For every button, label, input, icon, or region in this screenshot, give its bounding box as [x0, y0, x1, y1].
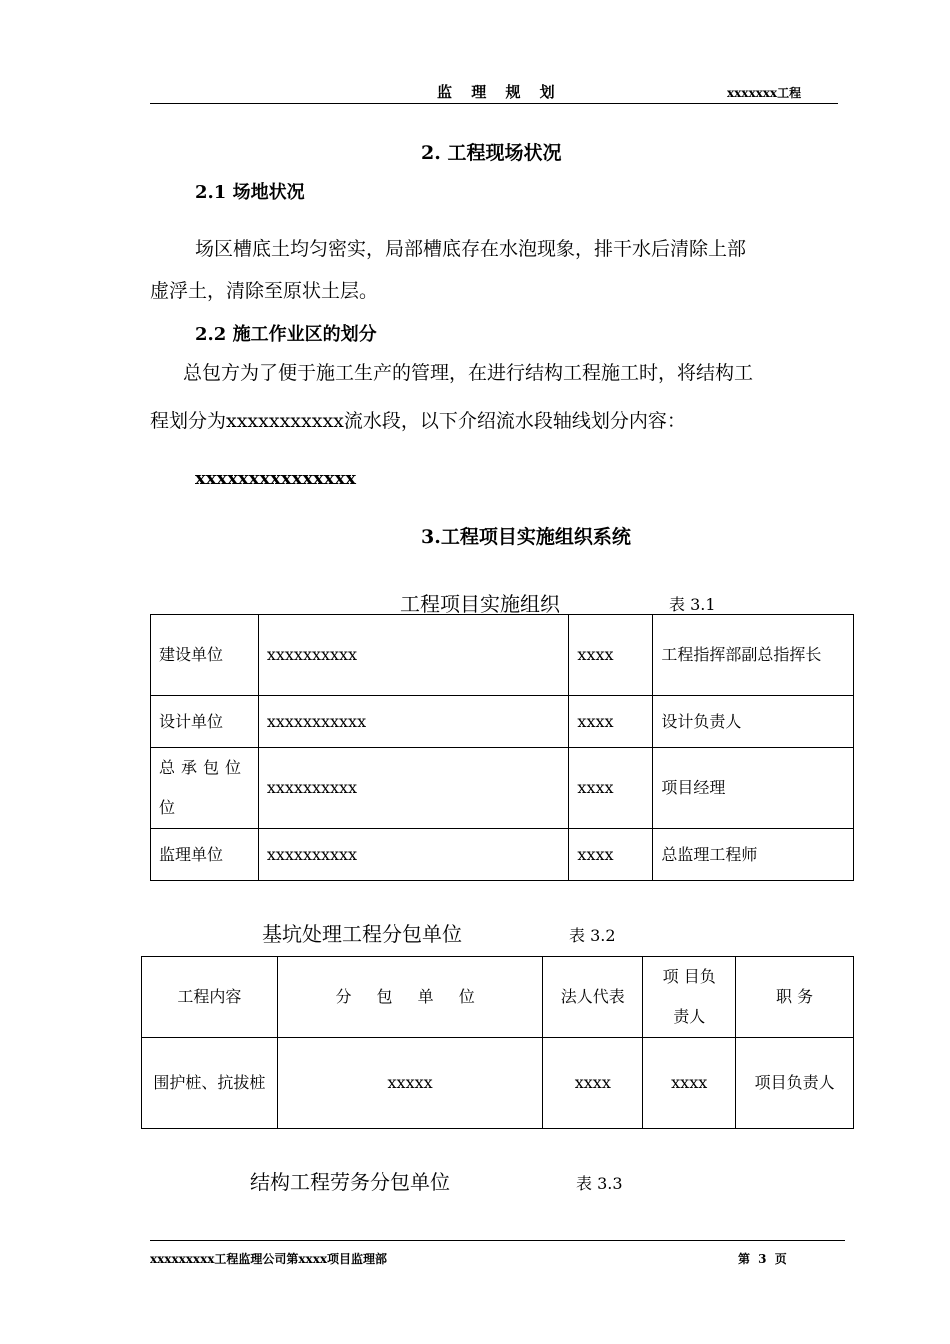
section-2-2-title: 2.2 施工作业区的划分 — [195, 324, 377, 345]
section-2-1-para-line2: 虚浮土，清除至原状土层。 — [150, 280, 379, 302]
unit-cell: 总承包位位 — [151, 748, 259, 829]
header-manager: 项 目负责人 — [643, 957, 736, 1038]
unit-cell: 建设单位 — [151, 615, 259, 696]
unit-cell: 监理单位 — [151, 829, 259, 881]
table-1-number: 表 3.1 — [669, 595, 716, 614]
table-row — [142, 1038, 854, 1129]
header-title: 监 理 规 划 — [437, 83, 562, 101]
table-3-number: 表 3.3 — [576, 1174, 623, 1193]
header-duty: 职 务 — [736, 957, 854, 1038]
table-1 — [150, 614, 854, 881]
content-cell: 围护桩、抗拔桩 — [142, 1038, 278, 1129]
table-1-caption: 工程项目实施组织 — [400, 592, 560, 616]
role-cell: 设计负责人 — [653, 696, 854, 748]
footer-company: xxxxxxxxx工程监理公司第xxxx项目监理部 — [150, 1252, 388, 1266]
header-project: xxxxxxx工程 — [727, 86, 802, 100]
section-2-1-title: 2.1 场地状况 — [195, 182, 305, 203]
table-header-row — [142, 957, 854, 1038]
table-3-caption: 结构工程劳务分包单位 — [250, 1170, 450, 1194]
name-cell: xxxxxxxxxx — [258, 748, 569, 829]
footer-divider — [150, 1240, 845, 1241]
section-3-title: 3.工程项目实施组织系统 — [421, 526, 631, 548]
header-divider — [150, 103, 838, 104]
name-cell: xxxxxxxxxxx — [258, 696, 569, 748]
section-2-1-para-line1: 场区槽底土均匀密实，局部槽底存在水泡现象，排干水后清除上部 — [195, 238, 747, 260]
sub-unit-cell: xxxxx — [277, 1038, 543, 1129]
name-cell: xxxxxxxxxx — [258, 829, 569, 881]
name-cell: xxxxxxxxxx — [258, 615, 569, 696]
section-2-title: 2. 工程现场状况 — [421, 142, 562, 164]
manager-cell: xxxx — [643, 1038, 736, 1129]
header-content: 工程内容 — [142, 957, 278, 1038]
table-row — [151, 829, 854, 881]
role-cell: 项目经理 — [653, 748, 854, 829]
table-2-caption: 基坑处理工程分包单位 — [262, 922, 462, 946]
person-cell: xxxx — [569, 748, 653, 829]
person-cell: xxxx — [569, 696, 653, 748]
axis-division-placeholder: xxxxxxxxxxxxxxx — [195, 468, 356, 489]
table-row — [151, 748, 854, 829]
legal-rep-cell: xxxx — [543, 1038, 643, 1129]
person-cell: xxxx — [569, 615, 653, 696]
header-sub-unit: 分 包 单 位 — [277, 957, 543, 1038]
table-row — [151, 696, 854, 748]
duty-cell: 项目负责人 — [736, 1038, 854, 1129]
table-2 — [141, 956, 854, 1129]
unit-cell: 设计单位 — [151, 696, 259, 748]
role-cell: 总监理工程师 — [653, 829, 854, 881]
person-cell: xxxx — [569, 829, 653, 881]
section-2-2-para-line2: 程划分为xxxxxxxxxxx流水段，以下介绍流水段轴线划分内容： — [150, 410, 686, 432]
role-cell: 工程指挥部副总指挥长 — [653, 615, 854, 696]
footer-page-number: 第 3 页 — [738, 1252, 787, 1266]
header-legal-rep: 法人代表 — [543, 957, 643, 1038]
section-2-2-para-line1: 总包方为了便于施工生产的管理，在进行结构工程施工时，将结构工 — [183, 362, 754, 384]
table-row — [151, 615, 854, 696]
table-2-number: 表 3.2 — [569, 926, 616, 945]
